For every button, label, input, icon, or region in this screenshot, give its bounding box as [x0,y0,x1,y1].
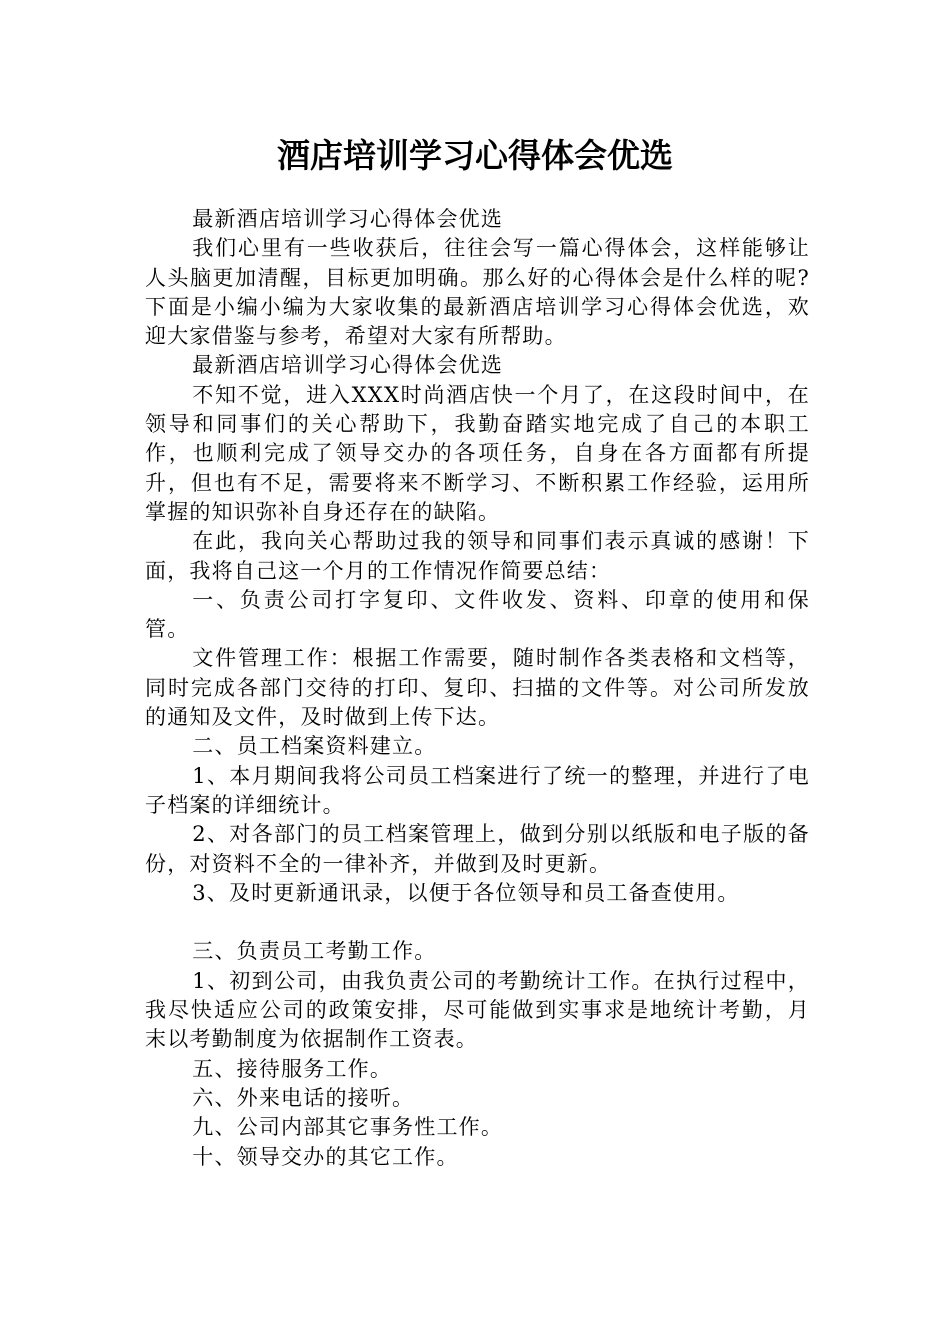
section-heading-3: 三、负责员工考勤工作。 [192,939,437,964]
section-heading-9: 九、公司内部其它事务性工作。 [192,1115,504,1140]
paragraph-file-management: 文件管理工作：根据工作需要，随时制作各类表格和文档等，同时完成各部门交待的打印、复印、扫描的文件等。对公司所发放的通知及文件，及时做到上传下达。 [145,646,810,730]
section-heading-6: 六、外来电话的接听。 [192,1085,415,1110]
section-heading-10: 十、领导交办的其它工作。 [192,1144,459,1169]
paragraph-subtitle: 最新酒店培训学习心得体会优选 [192,207,504,231]
section-heading-2: 二、员工档案资料建立。 [192,734,437,759]
section-heading-1: 一、负责公司打字复印、文件收发、资料、印章的使用和保管。 [145,587,810,642]
document-body [145,205,810,1172]
section-heading-5: 五、接待服务工作。 [192,1056,393,1081]
list-item: 3、及时更新通讯录，以便于各位领导和员工备查使用。 [192,880,740,905]
paragraph-overview: 不知不觉，进入XXX时尚酒店快一个月了，在这段时间中，在领导和同事们的关心帮助下，我勤奋踏实地完成了自己的本职工作，也顺利完成了领导交办的各项任务，自身在各方面都有所提升，但也有不足，需要将来不断学习、不断积累工作经验，运用所掌握的知识弥补自身还存在的缺陷。 [145,382,810,524]
document-title: 酒店培训学习心得体会优选 [277,136,673,175]
list-item: 1、本月期间我将公司员工档案进行了统一的整理，并进行了电子档案的详细统计。 [145,763,810,817]
list-item: 2、对各部门的员工档案管理上，做到分别以纸版和电子版的备份，对资料不全的一律补齐，并做到及时更新。 [145,822,810,876]
paragraph-thanks: 在此，我向关心帮助过我的领导和同事们表示真诚的感谢！下面，我将自己这一个月的工作情况作简要总结： [145,529,810,583]
paragraph-intro: 我们心里有一些收获后，往往会写一篇心得体会，这样能够让人头脑更加清醒，目标更加明确。那么好的心得体会是什么样的呢?下面是小编小编为大家收集的最新酒店培训学习心得体会优选，欢迎大家借鉴与参考，希望对大家有所帮助。 [145,236,810,349]
list-item: 1、初到公司，由我负责公司的考勤统计工作。在执行过程中，我尽快适应公司的政策安排，尽可能做到实事求是地统计考勤，月末以考勤制度为依据制作工资表。 [145,968,810,1052]
paragraph-subtitle-repeat: 最新酒店培训学习心得体会优选 [192,353,504,378]
